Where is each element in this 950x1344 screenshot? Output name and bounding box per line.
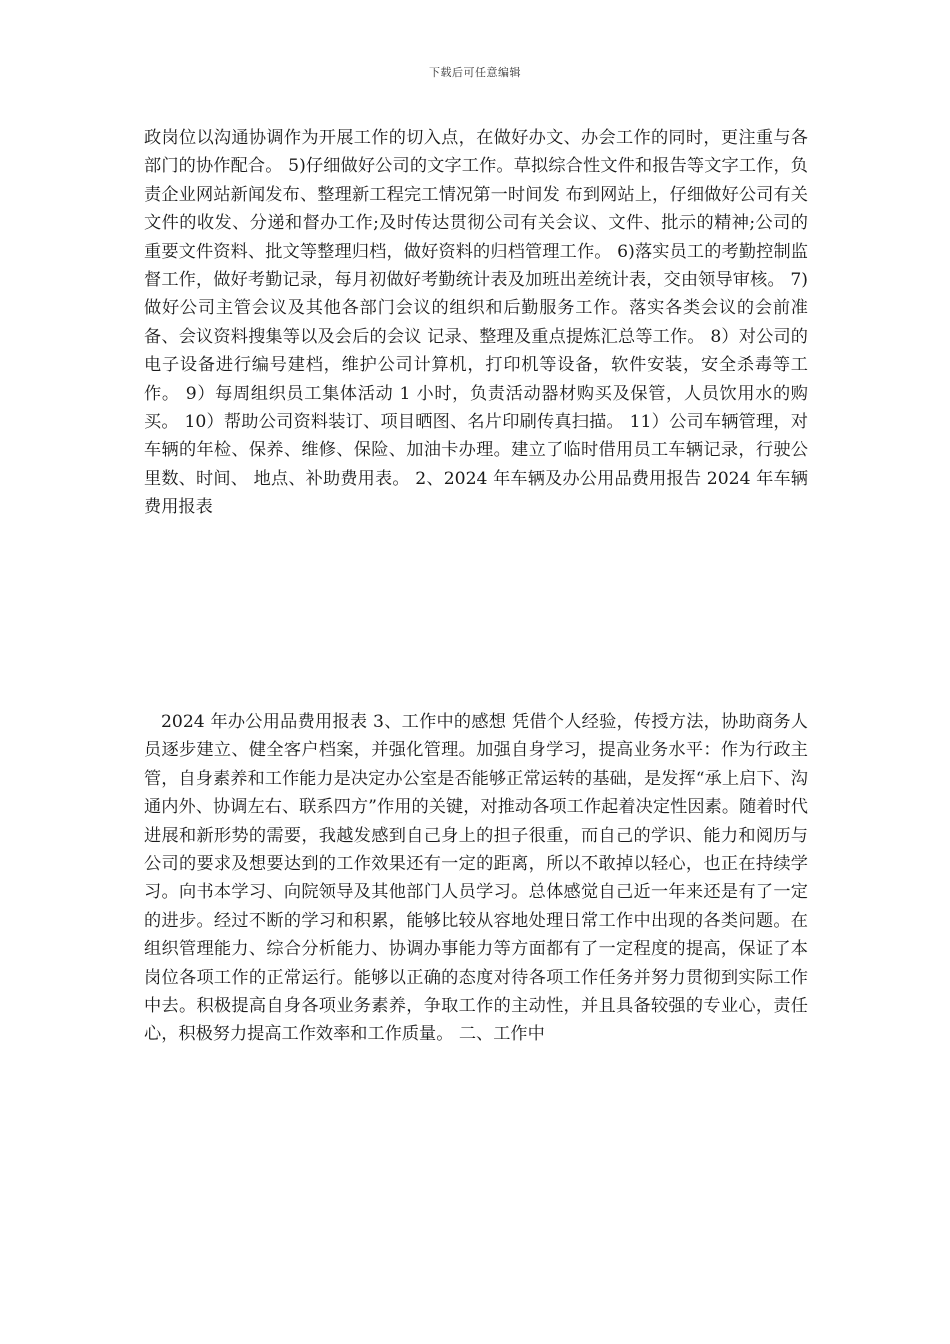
body-paragraph-1: 政岗位以沟通协调作为开展工作的切入点，在做好办文、办会工作的同时，更注重与各部门的协作配合。 5)仔细做好公司的文字工作。草拟综合性文件和报告等文字工作，负责企业网站新闻发布、整理新工程完工情况第一时间发 布到网站上，仔细做好公司有关文件的收发、分递和督办工作;及时传达贯彻公司有关会议、文件、批示的精神;公司的重要文件资料、批文等整理归档，做好资料的归档管理工作。 6)落实员工的考勤控制监督工作，做好考勤记录，每月初做好考勤统计表及加班出差统计表，交由领导审核。 7)做好公司主管会议及其他各部门会议的组织和后勤服务工作。落实各类会议的会前准备、会议资料搜集等以及会后的会议 记录、整理及重点提炼汇总等工作。 8）对公司的电子设备进行编号建档，维护公司计算机，打印机等设备，软件安装，安全杀毒等工作。 9）每周组织员工集体活动 1 小时，负责活动器材购买及保管，人员饮用水的购买。 10）帮助公司资料装订、项目晒图、名片印刷传真扫描。 11）公司车辆管理，对车辆的年检、保养、维修、保险、加油卡办理。建立了临时借用员工车辆记录，行驶公里数、时间、 地点、补助费用表。 2、2024 年车辆及办公用品费用报告 2024 年车辆费用报表 [144, 128, 808, 518]
page-header-note: 下载后可任意编辑 [429, 66, 521, 79]
body-paragraph-2: 2024 年办公用品费用报表 3、工作中的感想 凭借个人经验，传授方法，协助商务人员逐步建立、健全客户档案，并强化管理。加强自身学习，提高业务水平：作为行政主管，自身素养和工作能力是决定办公室是否能够正常运转的基础，是发挥“承上启下、沟通内外、协调左右、联系四方”作用的关键，对推动各项工作起着决定性因素。随着时代进展和新形势的需要，我越发感到自己身上的担子很重，而自己的学识、能力和阅历与公司的要求及想要达到的工作效果还有一定的距离，所以不敢掉以轻心，也正在持续学习。向书本学习、向院领导及其他部门人员学习。总体感觉自己近一年来还是有了一定的进步。经过不断的学习和积累，能够比较从容地处理日常工作中出现的各类问题。在组织管理能力、综合分析能力、协调办事能力等方面都有了一定程度的提高，保证了本岗位各项工作的正常运行。能够以正确的态度对待各项工作任务并努力贯彻到实际工作中去。积极提高自身各项业务素养，争取工作的主动性，并且具备较强的专业心，责任心，积极努力提高工作效率和工作质量。 二、工作中 [144, 712, 808, 1045]
